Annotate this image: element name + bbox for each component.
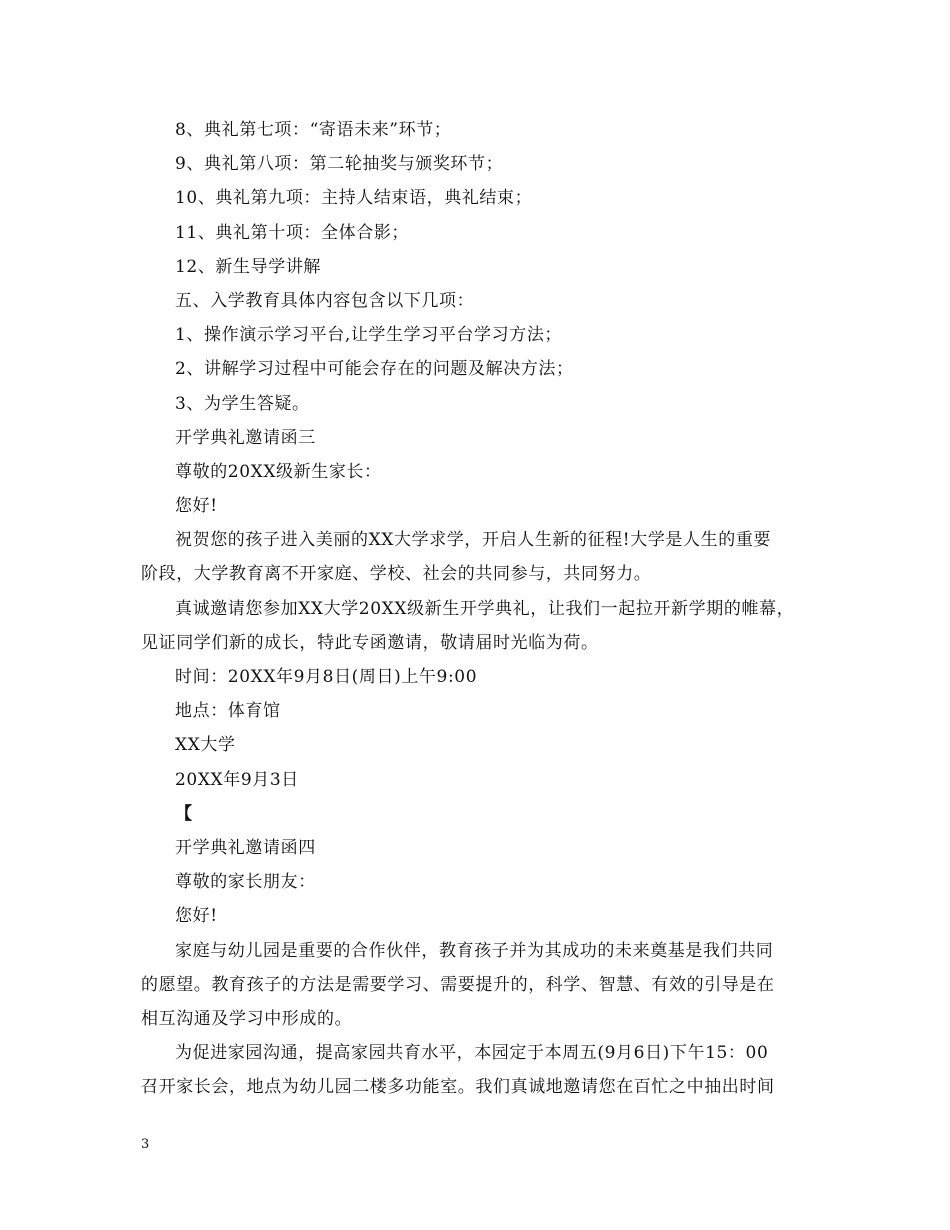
document-body	[141, 113, 821, 1104]
text-line: 召开家长会，地点为幼儿园二楼多功能室。我们真诚地邀请您在百忙之中抽出时间	[141, 1077, 775, 1098]
text-line: 1、操作演示学习平台,让学生学习平台学习方法；	[175, 325, 563, 346]
text-line: 9、典礼第八项：第二轮抽奖与颁奖环节；	[175, 154, 504, 175]
text-line: 尊敬的家长朋友：	[175, 872, 316, 893]
text-line: 家庭与幼儿园是重要的合作伙伴，教育孩子并为其成功的未来奠基是我们共同	[175, 940, 774, 961]
text-line: 为促进家园沟通，提高家园共育水平，本园定于本周五(9月6日)下午15：00	[175, 1043, 769, 1064]
text-line: 地点：体育馆	[175, 701, 281, 722]
text-line: 12、新生导学讲解	[175, 256, 322, 277]
text-line: 时间：20XX年9月8日(周日)上午9:00	[175, 667, 478, 687]
text-line: 【	[175, 803, 193, 824]
page-number: 3	[141, 1137, 150, 1152]
text-line: 3、为学生答疑。	[175, 393, 310, 414]
text-line: 的愿望。教育孩子的方法是需要学习、需要提升的，科学、智慧、有效的引导是在	[141, 974, 775, 995]
text-line: 10、典礼第九项：主持人结束语，典礼结束；	[175, 188, 533, 209]
text-line: 真诚邀请您参加XX大学20XX级新生开学典礼，让我们一起拉开新学期的帷幕，	[175, 598, 795, 619]
text-line: 8、典礼第七项：“寄语未来”环节；	[175, 120, 452, 140]
text-line: 11、典礼第十项：全体合影；	[175, 222, 410, 243]
text-line: 五、入学教育具体内容包含以下几项：	[175, 290, 475, 311]
text-line: 开学典礼邀请函三	[175, 427, 316, 448]
text-line: 您好!	[175, 906, 218, 927]
text-line: 开学典礼邀请函四	[175, 837, 316, 858]
text-line: 见证同学们新的成长，特此专函邀请，敬请届时光临为荷。	[141, 632, 599, 653]
text-line: 您好!	[175, 496, 218, 517]
text-line: 尊敬的20XX级新生家长：	[175, 461, 382, 482]
text-line: 祝贺您的孩子进入美丽的XX大学求学，开启人生新的征程!大学是人生的重要	[175, 530, 772, 551]
text-line: 相互沟通及学习中形成的。	[141, 1008, 353, 1029]
text-line: 阶段，大学教育离不开家庭、学校、社会的共同参与，共同努力。	[141, 564, 652, 585]
text-line: XX大学	[175, 735, 236, 756]
text-line: 20XX年9月3日	[175, 769, 299, 790]
text-line: 2、讲解学习过程中可能会存在的问题及解决方法；	[175, 359, 574, 380]
